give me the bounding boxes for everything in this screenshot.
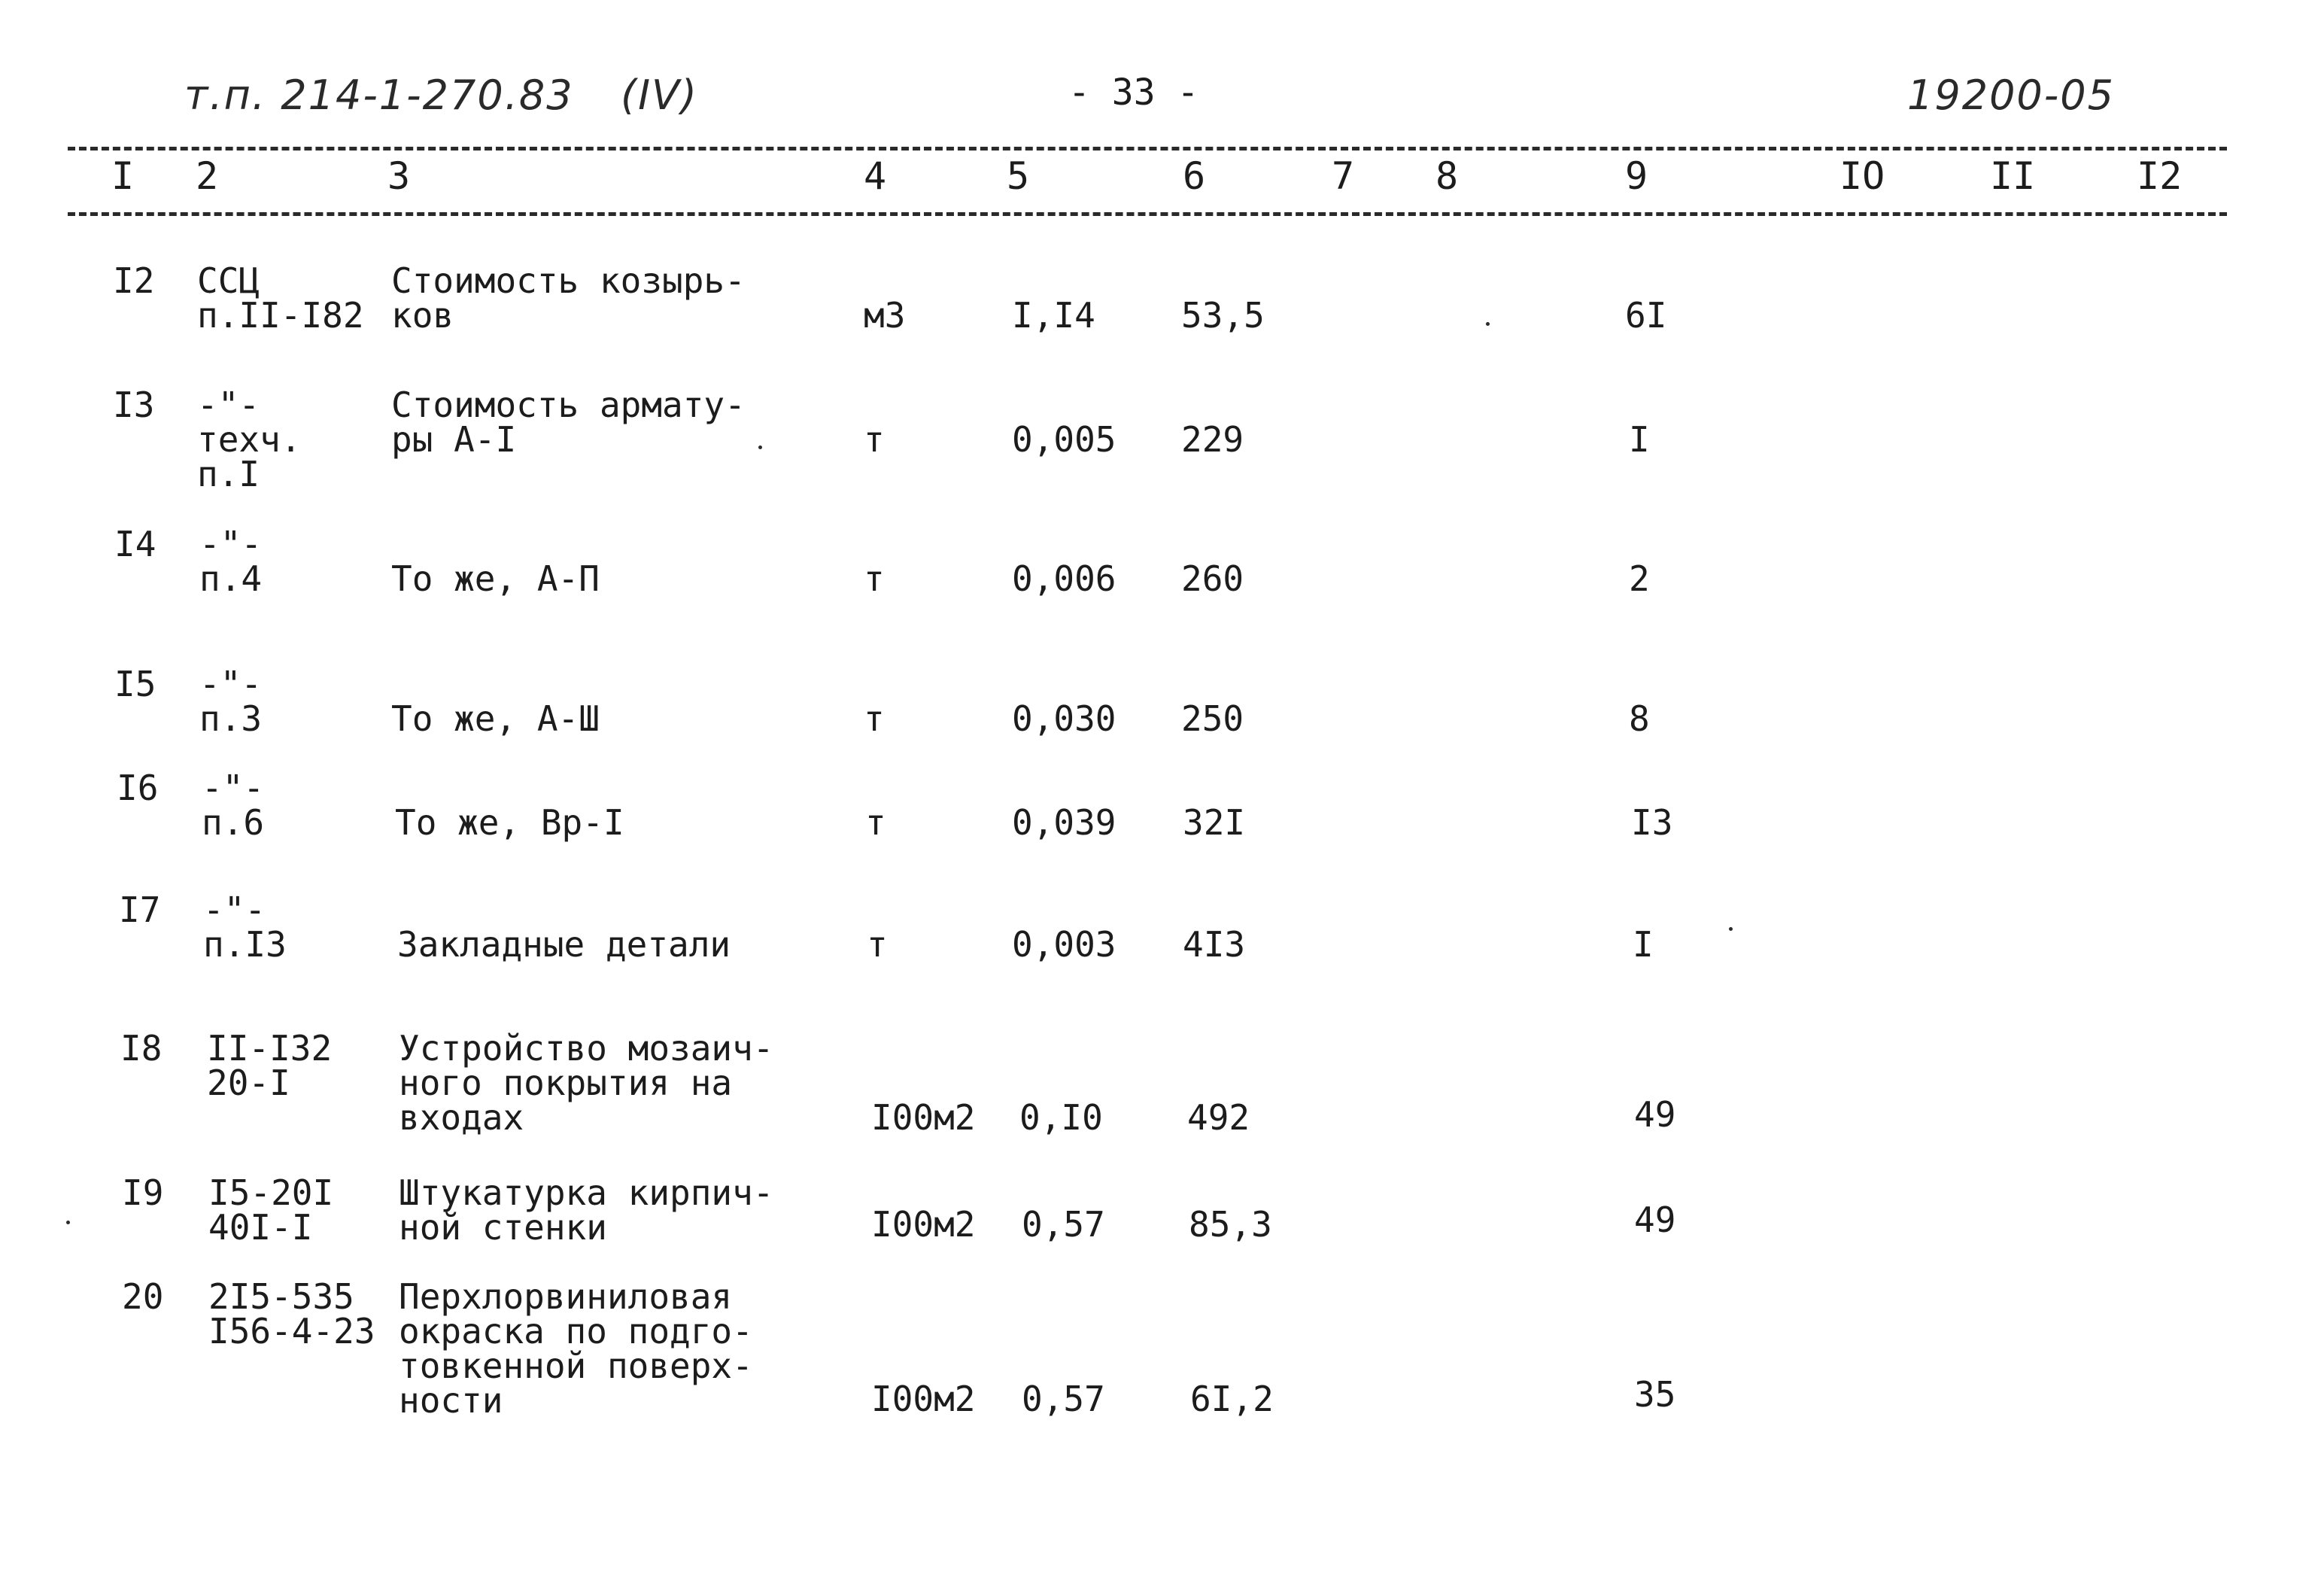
row-12-unit-price: 53,5 [1181,295,1265,336]
row-17-name: Закладные детали [397,924,731,965]
scan-speck [66,1221,70,1224]
row-12-total: 6I [1625,295,1667,336]
col-header-1: I [111,154,135,198]
row-14-quantity: 0,006 [1012,558,1116,599]
col-header-6: 6 [1183,154,1206,198]
row-13-reference: -"- техч. п.I [197,385,302,494]
row-12-number: I2 [113,260,155,301]
row-14-unit: т [864,558,885,599]
row-17-unit: т [867,924,888,965]
row-19-reference: I5-20I 40I-I [208,1172,334,1248]
col-header-7: 7 [1332,154,1355,198]
row-16-unit-price: 32I [1183,802,1246,843]
row-16-unit: т [865,802,886,843]
col-header-4: 4 [864,154,887,198]
row-16-quantity: 0,039 [1012,802,1116,843]
col-header-12: I2 [2137,154,2183,198]
row-19-number: I9 [122,1172,164,1213]
row-20-quantity: 0,57 [1022,1379,1105,1419]
scan-speck [1729,927,1733,931]
header-bottom-rule [68,212,2227,216]
row-13-name: Стоимость армату- ры А-I [391,385,746,460]
handwritten-volume: (IV) [621,71,699,119]
row-17-unit-price: 4I3 [1183,924,1246,965]
row-18-reference: II-I32 20-I [207,1028,333,1103]
row-16-reference: -"- п.6 [202,768,265,843]
row-13-total: I [1629,419,1650,460]
row-15-quantity: 0,030 [1012,698,1116,739]
handwritten-code: т.п. 214-1-270.83 [184,71,574,119]
row-20-unit-price: 6I,2 [1190,1379,1274,1419]
row-15-name: То же, А-Ш [391,698,600,739]
row-19-quantity: 0,57 [1022,1204,1105,1245]
row-17-quantity: 0,003 [1012,924,1116,965]
scan-speck [1486,322,1490,326]
row-20-reference: 2I5-535 I56-4-23 [208,1276,375,1352]
row-17-total: I [1633,924,1654,965]
row-13-number: I3 [113,385,155,425]
handwritten-number: 19200-05 [1907,71,2115,119]
header-top-rule [68,147,2227,151]
row-16-name: То же, Вр-I [395,802,624,843]
row-14-name: То же, А-П [391,558,600,599]
row-17-reference: -"- п.I3 [203,889,287,965]
col-header-5: 5 [1007,154,1030,198]
col-header-11: II [1990,154,2036,198]
row-20-name: Перхлорвиниловая окраска по подго- товкенной поверх- ности [399,1276,753,1421]
col-header-8: 8 [1435,154,1459,198]
row-19-total: 49 [1634,1199,1676,1240]
row-15-total: 8 [1629,698,1650,739]
row-15-number: I5 [114,664,156,704]
row-13-quantity: 0,005 [1012,419,1116,460]
scan-speck [758,445,762,449]
row-15-reference: -"- п.3 [199,664,263,739]
col-header-3: 3 [387,154,411,198]
row-14-total: 2 [1629,558,1650,599]
row-18-total: 49 [1634,1094,1676,1135]
row-19-unit: I00м2 [871,1204,976,1245]
row-19-name: Штукатурка кирпич- ной стенки [399,1172,774,1248]
page-number: - 33 - [1068,71,1199,114]
row-12-quantity: I,I4 [1012,295,1095,336]
row-14-reference: -"- п.4 [199,524,263,599]
row-13-unit-price: 229 [1181,419,1244,460]
row-13-unit: т [864,419,885,460]
row-20-total: 35 [1634,1374,1676,1415]
col-header-9: 9 [1625,154,1648,198]
row-12-reference: ССЦ п.II-I82 [197,260,364,336]
col-header-10: IO [1839,154,1885,198]
row-14-unit-price: 260 [1181,558,1244,599]
row-18-quantity: 0,I0 [1019,1097,1103,1138]
row-14-number: I4 [114,524,156,564]
row-16-total: I3 [1631,802,1673,843]
row-18-unit: I00м2 [871,1097,976,1138]
row-12-unit: м3 [864,295,906,336]
row-18-unit-price: 492 [1187,1097,1250,1138]
row-17-number: I7 [119,889,161,930]
row-18-name: Устройство мозаич- ного покрытия на входах [399,1028,774,1138]
row-20-unit: I00м2 [871,1379,976,1419]
row-16-number: I6 [117,768,159,808]
row-15-unit: т [864,698,885,739]
col-header-2: 2 [196,154,219,198]
row-19-unit-price: 85,3 [1189,1204,1272,1245]
row-12-name: Стоимость козырь- ков [391,260,746,336]
row-20-number: 20 [122,1276,164,1317]
row-15-unit-price: 250 [1181,698,1244,739]
row-18-number: I8 [120,1028,163,1069]
